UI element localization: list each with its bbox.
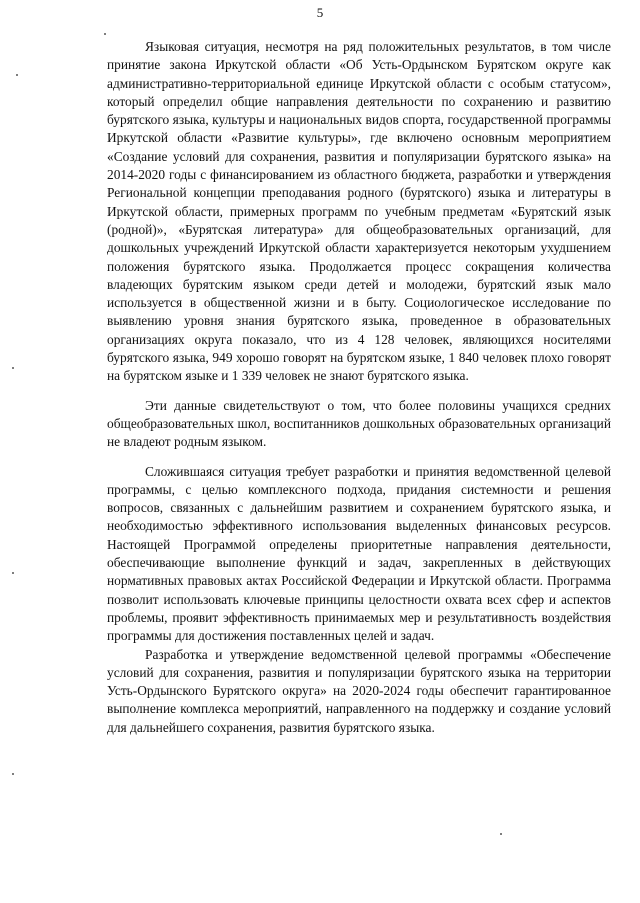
scan-speck	[104, 33, 106, 35]
paragraph-program-development: Разработка и утверждение ведомственной целевой программы «Обеспечение условий для сохранения, развития и популяризации бурятского языка на территории Усть-Ордынского Бурятского округа» на 2020-2024 годы обеспечит гарантированное выполнение комплекса мероприятий, направленного на поддержку и создание условий для дальнейшего сохранения, развития бурятского языка.	[107, 646, 611, 735]
scan-speck	[12, 773, 14, 775]
scan-speck	[16, 74, 18, 76]
paragraph-data-evidence: Эти данные свидетельствуют о том, что более половины учащихся средних общеобразовательных школ, воспитанников дошкольных образовательных организаций не владеют родным языком.	[107, 397, 611, 450]
paragraph-language-situation: Языковая ситуация, несмотря на ряд положительных результатов, в том числе принятие закона Иркутской области «Об Усть-Ордынском Бурятском округе как административно-территориальной единице Иркутской области с особым статусом», который определил общие направления деятельности по сохранению и развитию бурятского языка, культуры и национальных видов спорта, государственной программы Иркутской области «Развитие культуры», где включено основным мероприятием «Создание условий для сохранения, развития и популяризации бурятского языка» на 2014-2020 годы с финансированием из областного бюджета, разработки и утверждения Региональной концепции преподавания родного (бурятского) языка и литературы в Иркутской области, примерных программ по учебным предметам «Бурятский язык (родной)», «Бурятская литература» для общеобразовательных организаций, для дошкольных учреждений Иркутской области характеризуется некоторым ухудшением положения бурятского языка. Продолжается процесс сокращения количества владеющих бурятским языком среди детей и молодежи, бурятский язык мало используется в общественной жизни и в быту. Социологическое исследование по выявлению уровня знания бурятского языка, проведенное в образовательных организациях округа показало, что из 4 128 человек, являющихся носителями бурятского языка, 949 хорошо говорят на бурятском языке, 1 840 человек плохо говорят на бурятском языке и 1 339 человек не знают бурятского языка.	[107, 39, 611, 384]
document-body	[107, 38, 611, 737]
scan-speck	[12, 572, 14, 574]
page-number: 5	[316, 5, 324, 20]
scan-speck	[12, 367, 14, 369]
scan-speck	[500, 833, 502, 835]
paragraph-program-need: Сложившаяся ситуация требует разработки и принятия ведомственной целевой программы, с целью комплексного подхода, придания системности и решения вопросов, связанных с дальнейшим развитием и сохранением бурятского языка, и необходимостью эффективного использования выделенных финансовых ресурсов. Настоящей Программой определены приоритетные направления деятельности, обеспечивающие выполнение функций и задач, закрепленных в действующих нормативных правовых актах Российской Федерации и Иркутской области. Программа позволит использовать ключевые принципы целостности охвата всех сфер и аспектов проблемы, проявит эффективность принимаемых мер и результативность воздействия программы для достижения поставленных целей и задач.	[107, 463, 611, 644]
